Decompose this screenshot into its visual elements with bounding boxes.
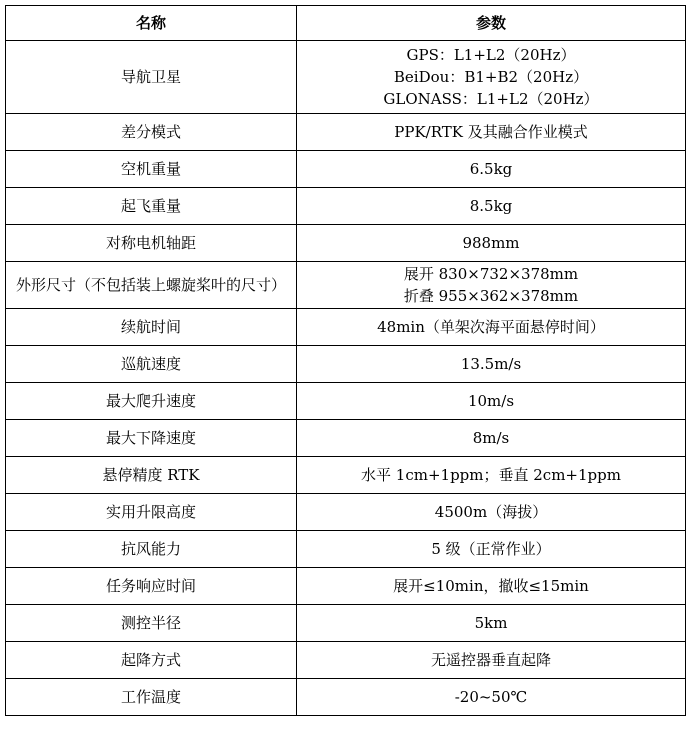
value-line: 展开 830×732×378mm [403, 265, 579, 283]
table-row [6, 225, 686, 262]
row-name: 导航卫星 [6, 41, 297, 114]
row-value: 8m/s [297, 420, 686, 457]
value-line: 折叠 955×362×378mm [403, 287, 579, 305]
header-row [6, 6, 686, 41]
table-row [6, 531, 686, 568]
table-row [6, 262, 686, 309]
row-name: 对称电机轴距 [6, 225, 297, 262]
row-value: 水平 1cm+1ppm；垂直 2cm+1ppm [297, 457, 686, 494]
table-row [6, 346, 686, 383]
row-value [297, 41, 686, 114]
table-row [6, 420, 686, 457]
row-value: 10m/s [297, 383, 686, 420]
value-line: GPS：L1+L2（20Hz） [406, 46, 576, 64]
row-value [297, 262, 686, 309]
row-name: 抗风能力 [6, 531, 297, 568]
row-value: 5km [297, 605, 686, 642]
table-row [6, 679, 686, 716]
table-row [6, 309, 686, 346]
row-name: 实用升限高度 [6, 494, 297, 531]
header-param: 参数 [297, 6, 686, 41]
row-name: 差分模式 [6, 114, 297, 151]
row-name: 起降方式 [6, 642, 297, 679]
row-name: 起飞重量 [6, 188, 297, 225]
row-name: 工作温度 [6, 679, 297, 716]
value-line: BeiDou：B1+B2（20Hz） [393, 68, 589, 86]
row-name: 巡航速度 [6, 346, 297, 383]
table-row [6, 605, 686, 642]
row-value: 无遥控器垂直起降 [297, 642, 686, 679]
spec-table [5, 5, 686, 716]
table-row [6, 642, 686, 679]
row-name: 续航时间 [6, 309, 297, 346]
row-name: 任务响应时间 [6, 568, 297, 605]
row-value: 48min（单架次海平面悬停时间） [297, 309, 686, 346]
row-name: 测控半径 [6, 605, 297, 642]
row-value: -20~50℃ [297, 679, 686, 716]
row-value: 8.5kg [297, 188, 686, 225]
row-name: 最大下降速度 [6, 420, 297, 457]
row-value: 展开≤10min，撤收≤15min [297, 568, 686, 605]
table-row [6, 41, 686, 114]
value-line: GLONASS：L1+L2（20Hz） [383, 90, 599, 108]
row-value: PPK/RTK 及其融合作业模式 [297, 114, 686, 151]
row-value: 988mm [297, 225, 686, 262]
row-value: 5 级（正常作业） [297, 531, 686, 568]
row-value: 6.5kg [297, 151, 686, 188]
row-name: 外形尺寸（不包括装上螺旋桨叶的尺寸） [6, 262, 297, 309]
header-name: 名称 [6, 6, 297, 41]
table-row [6, 494, 686, 531]
table-row [6, 383, 686, 420]
table-row [6, 568, 686, 605]
row-value: 13.5m/s [297, 346, 686, 383]
row-value: 4500m（海拔） [297, 494, 686, 531]
row-name: 空机重量 [6, 151, 297, 188]
table-row [6, 188, 686, 225]
table-row [6, 457, 686, 494]
table-row [6, 151, 686, 188]
table-row [6, 114, 686, 151]
row-name: 悬停精度 RTK [6, 457, 297, 494]
row-name: 最大爬升速度 [6, 383, 297, 420]
